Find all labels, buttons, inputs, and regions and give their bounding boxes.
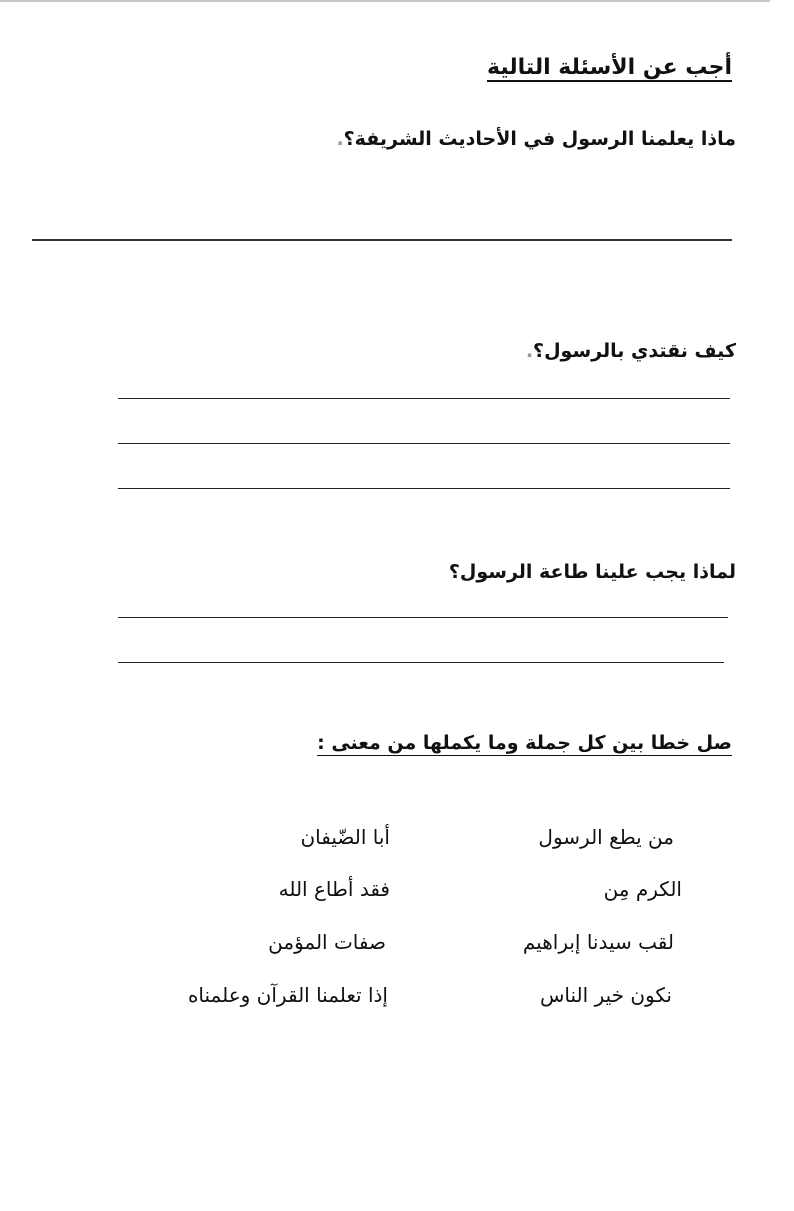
top-border (0, 0, 770, 2)
page-title: أجب عن الأسئلة التالية (487, 55, 732, 80)
match-right-1[interactable]: من يطع الرسول (538, 825, 674, 849)
match-left-1[interactable]: أبا الضّيفان (300, 825, 390, 849)
match-left-3[interactable]: صفات المؤمن (268, 930, 386, 954)
answer-line-2c[interactable] (118, 488, 730, 489)
answer-line-3a[interactable] (118, 617, 728, 618)
match-left-4[interactable]: إذا تعلمنا القرآن وعلمناه (187, 983, 388, 1007)
question-2-bullet: . (525, 340, 534, 362)
question-1-bullet: . (336, 128, 344, 150)
question-1 (336, 128, 736, 150)
question-3 (449, 561, 736, 583)
question-3-text: لماذا يجب علينا طاعة الرسول؟ (448, 561, 736, 583)
answer-line-2a[interactable] (118, 398, 730, 399)
match-right-3[interactable]: لقب سيدنا إبراهيم (522, 930, 674, 954)
answer-line-3b[interactable] (118, 662, 724, 663)
question-2 (526, 340, 736, 362)
matching-title: صل خطا بين كل جملة وما يكملها من معنى : (317, 732, 732, 754)
match-right-2[interactable]: الكرم مِن (603, 877, 682, 901)
answer-line-1[interactable] (32, 239, 732, 241)
question-1-text: ماذا يعلمنا الرسول في الأحاديث الشريفة؟ (343, 128, 736, 150)
question-2-text: كيف نقتدي بالرسول؟ (533, 340, 736, 362)
answer-line-2b[interactable] (118, 443, 730, 444)
match-right-4[interactable]: نكون خير الناس (540, 983, 672, 1007)
match-left-2[interactable]: فقد أطاع الله (278, 877, 390, 901)
